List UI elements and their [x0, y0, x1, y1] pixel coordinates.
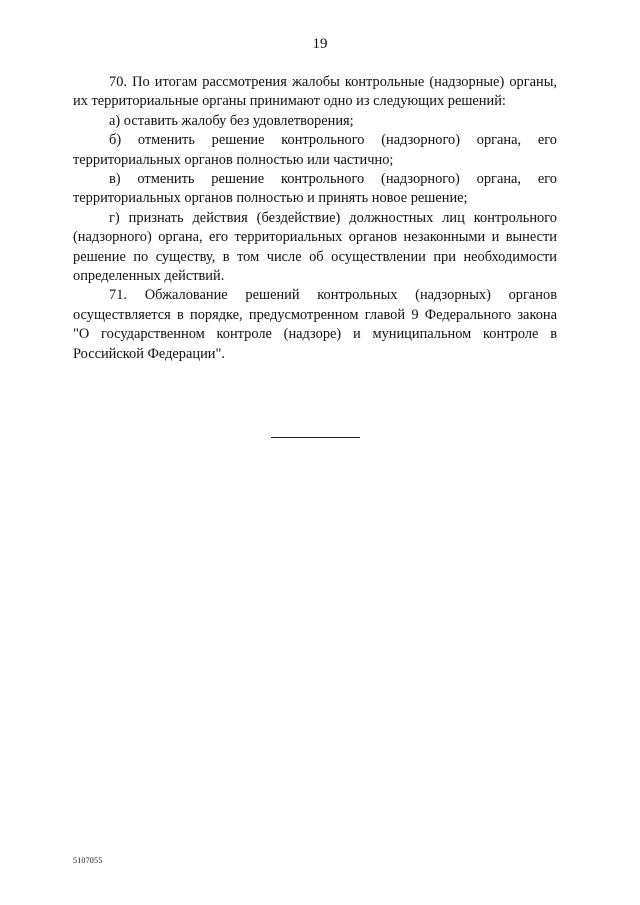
footer-document-code: 5107055 — [73, 856, 103, 865]
paragraph-71: 71. Обжалование решений контрольных (надзорных) органов осуществляется в порядке, предусмотренном главой 9 Федерального закона "О государственном контроле (надзоре) и муниципальном контроле в Российской Федерации". — [73, 287, 557, 362]
paragraph-70-option-v: в) отменить решение контрольного (надзорного) органа, его территориальных органов полностью и принять новое решение; — [73, 171, 557, 207]
paragraph-70-option-g: г) признать действия (бездействие) должностных лиц контрольного (надзорного) органа, его территориальных органов незаконными и вынести решение по существу, в том числе об осуществлении при необходимости определенных действий. — [73, 209, 557, 285]
paragraph-70-option-b: б) отменить решение контрольного (надзорного) органа, его территориальных органов полностью или частично; — [73, 132, 557, 168]
end-separator-line — [271, 437, 360, 438]
paragraph-70-option-a: а) оставить жалобу без удовлетворения; — [109, 112, 354, 129]
document-body — [73, 73, 557, 364]
page-number: 19 — [312, 36, 328, 52]
paragraph-70: 70. По итогам рассмотрения жалобы контрольные (надзорные) органы, их территориальные органы принимают одно из следующих решений: — [73, 74, 557, 110]
